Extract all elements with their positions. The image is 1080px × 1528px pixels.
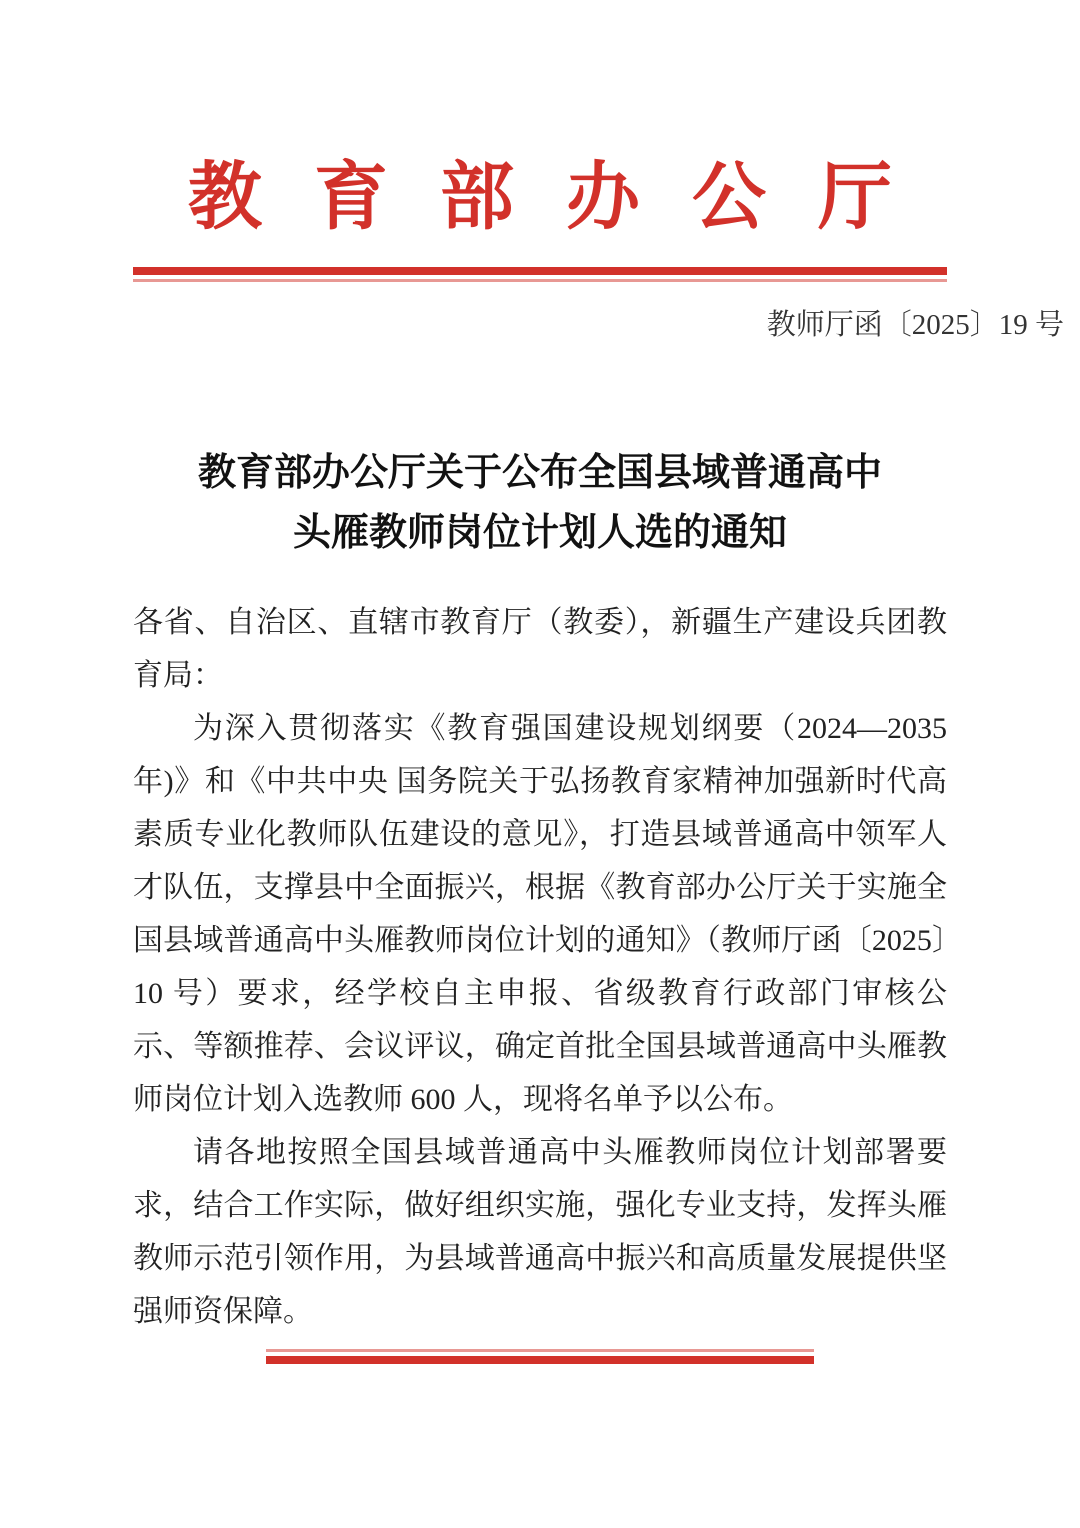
body-paragraph-2: 请各地按照全国县域普通高中头雁教师岗位计划部署要求，结合工作实际，做好组织实施，强化专业支持，发挥头雁教师示范引领作用，为县域普通高中振兴和高质量发展提供坚强师资保障。: [133, 1136, 947, 1328]
document-title-line-1: 教育部办公厅关于公布全国县域普通高中: [197, 452, 882, 494]
footer-divider-thick-line: [266, 1356, 814, 1364]
document-number: 教师厅函〔2025〕19 号: [766, 309, 1064, 341]
document-title-line-2: 头雁教师岗位计划人选的通知: [292, 512, 787, 554]
document-title: [0, 443, 1080, 563]
header-divider-thin-line: [133, 279, 947, 282]
body-paragraph-1: 为深入贯彻落实《教育强国建设规划纲要（2024—2035年)》和《中共中央 国务院关于弘扬教育家精神加强新时代高素质专业化教师队伍建设的意见》，打造县域普通高中领军人才队伍，支撑县中全面振兴，根据《教育部办公厅关于实施全国县域普通高中头雁教师岗位计划的通知》（教师厅函〔2025〕10 号）要求，经学校自主申报、省级教育行政部门审核公示、等额推荐、会议评议，确定首批全国县域普通高中头雁教师岗位计划入选教师 600 人，现将名单予以公布。: [133, 712, 947, 1116]
header-divider-thick-line: [133, 267, 947, 275]
footer-divider-thin-line: [266, 1349, 814, 1352]
footer-divider: [266, 1349, 814, 1364]
header-divider: [133, 267, 947, 282]
salutation: 各省、自治区、直辖市教育厅（教委），新疆生产建设兵团教育局：: [133, 606, 947, 692]
letterhead-title: 教育部办公厅: [188, 157, 944, 239]
document-body: [133, 596, 947, 1338]
